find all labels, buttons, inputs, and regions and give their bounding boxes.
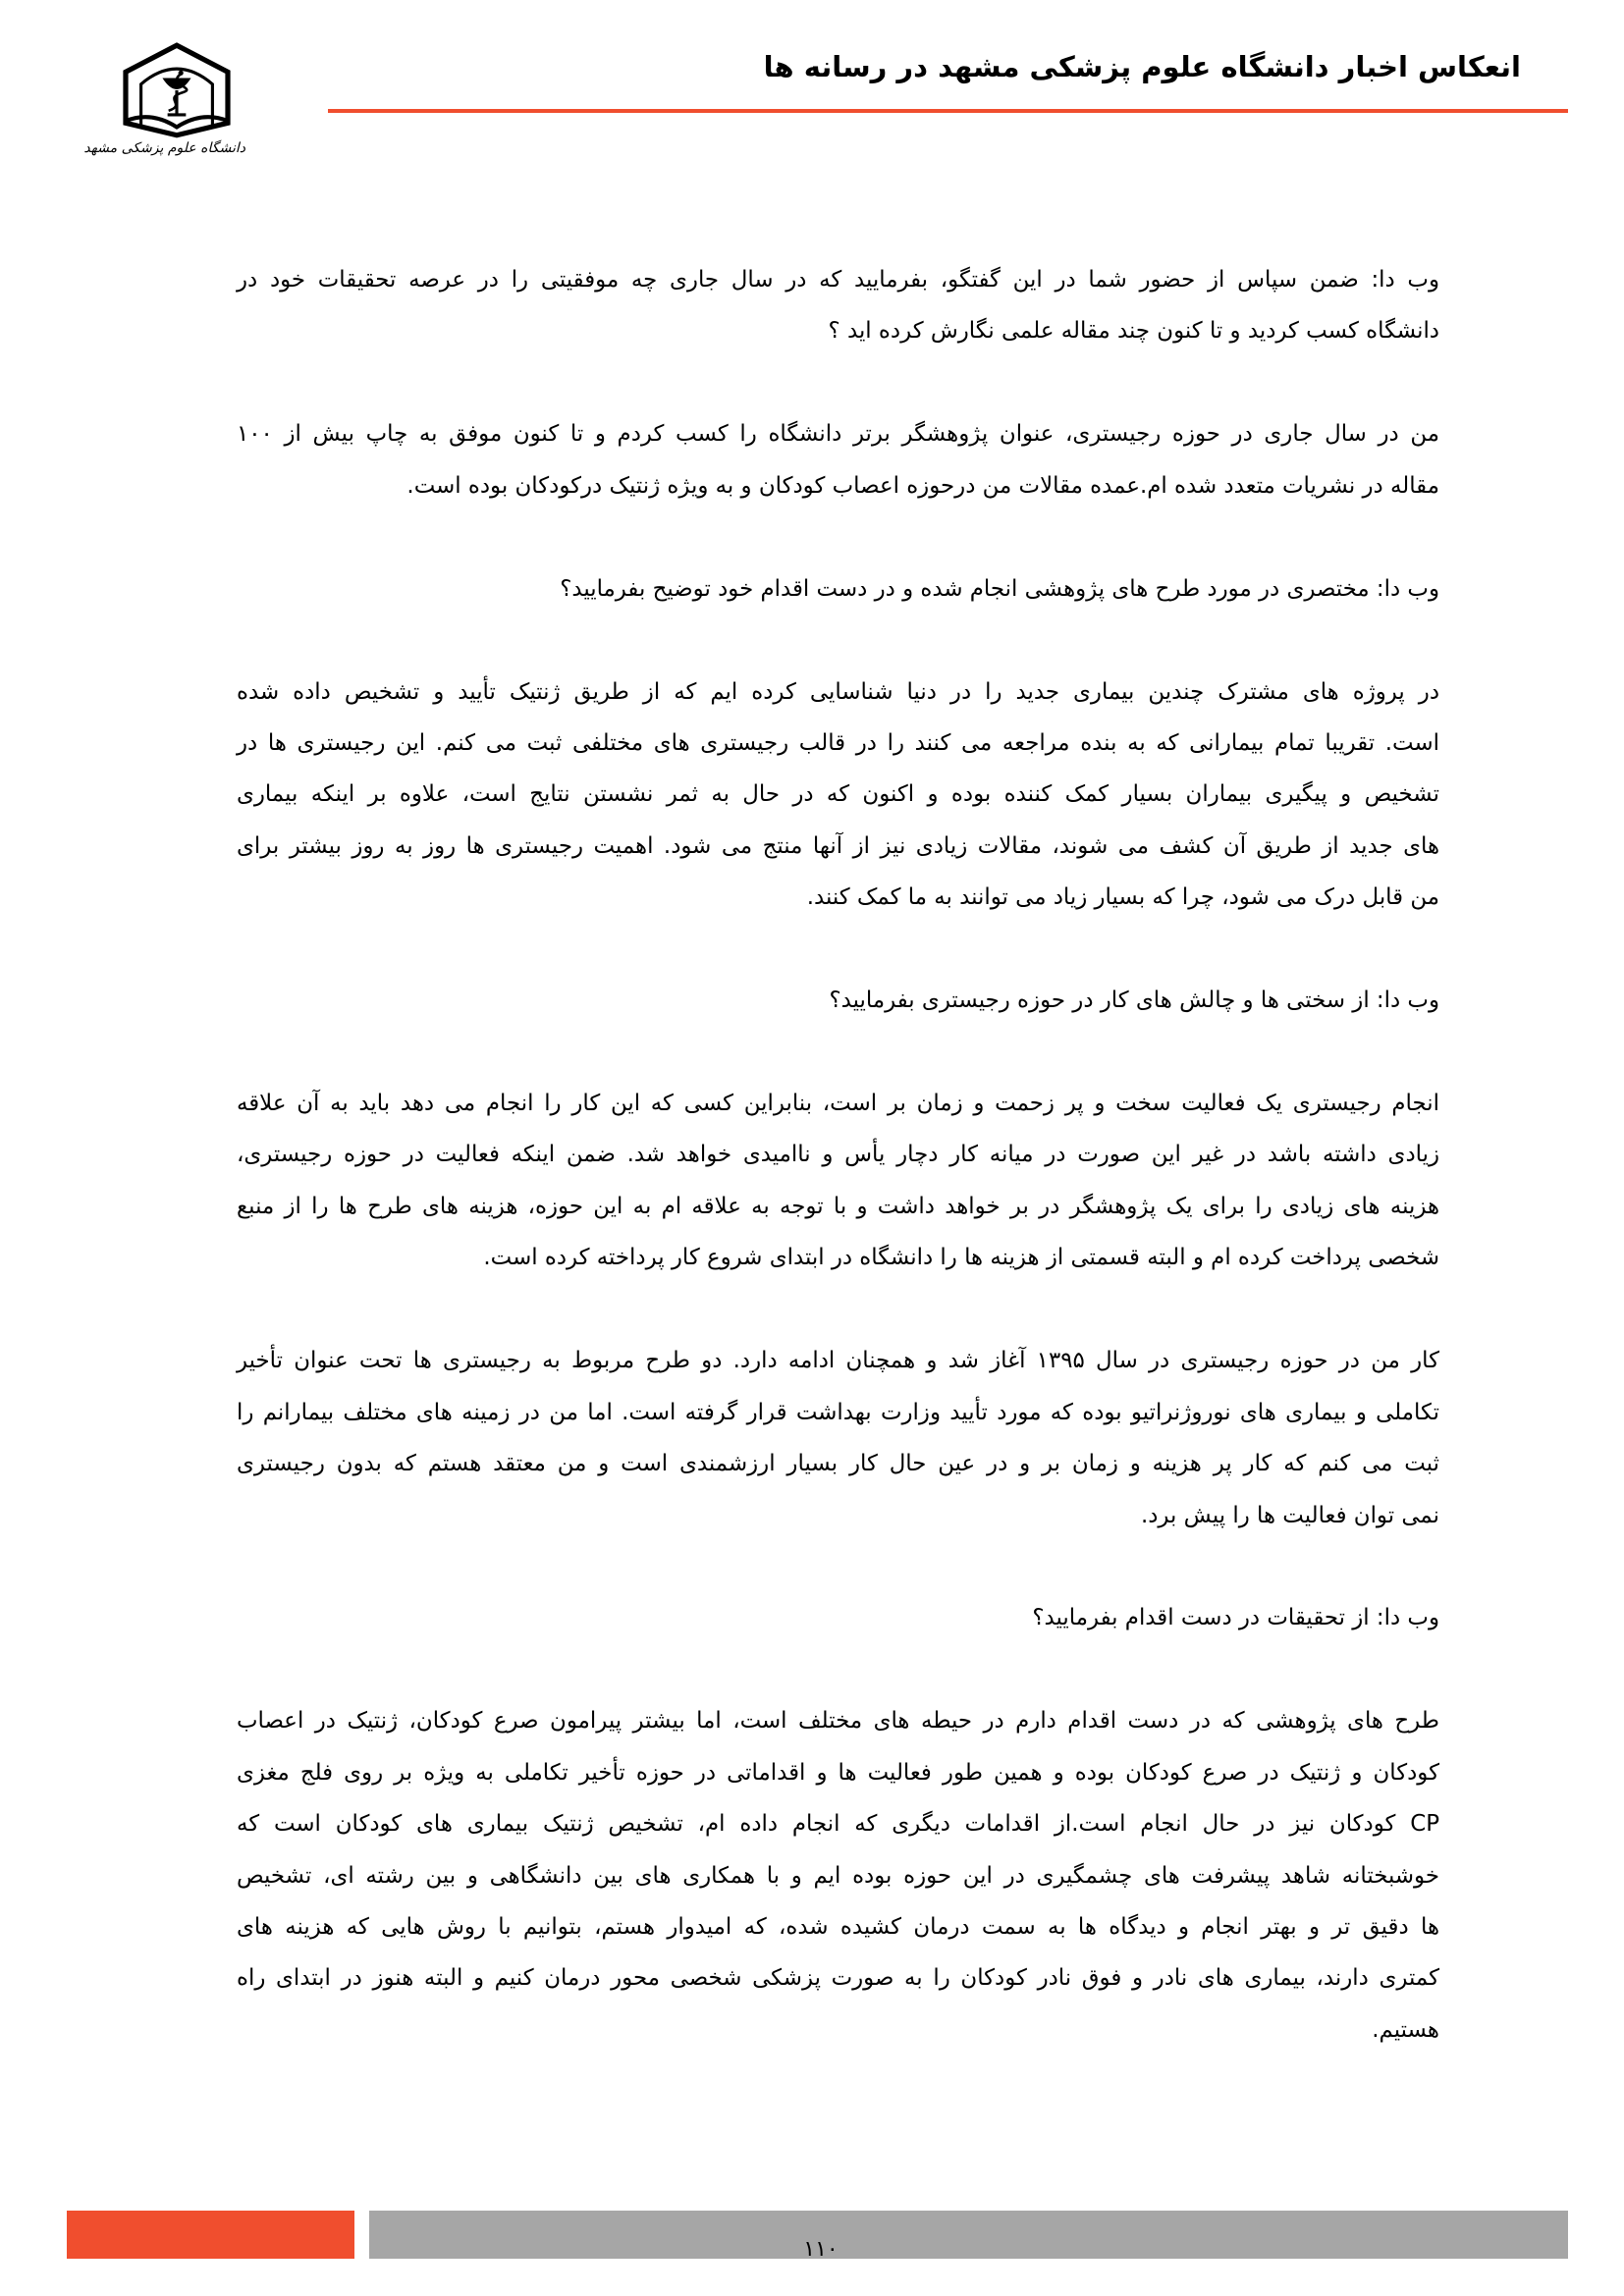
line-text: کمتری دارند، بیماری های نادر و فوق نادر کودکان را به صورت پزشکی شخصی محور درمان کنیم و البته هنوز در ابتدای راه: [237, 1965, 1439, 1992]
line-text: من در سال جاری در حوزه رجیستری، عنوان پژوهشگر برتر دانشگاه را کسب کردم و تا کنون موفق به چاپ بیش از ۱۰۰: [237, 421, 1439, 448]
line-text: وب دا: ضمن سپاس از حضور شما در این گفتگو، بفرمایید که در سال جاری چه موفقیتی را در عرصه تحقیقات خود در: [237, 267, 1439, 293]
logo-lettering: دانشگاه علوم پزشکی مشهد: [83, 140, 245, 156]
line-text: وب دا: مختصری در مورد طرح های پژوهشی انجام شده و در دست اقدام خود توضیح بفرمایید؟: [560, 575, 1439, 602]
question-paragraph: [237, 254, 1439, 357]
line-text: است. تقریبا تمام بیمارانی که به بنده مراجعه می کنند را در قالب رجیستری های مختلفی ثبت می کنم. این رجیستری ها در: [237, 729, 1439, 756]
text-line: [237, 563, 1439, 614]
line-text: مقاله در نشریات متعدد شده ام.عمده مقالات من درحوزه اعصاب کودکان و به ویژه ژنتیک درکودکان بوده است.: [406, 472, 1439, 499]
line-text: شخصی پرداخت کرده ام و البته قسمتی از هزینه ها را دانشگاه در ابتدای شروع کار پرداخته کرده است.: [483, 1245, 1439, 1271]
line-text: ثبت می کنم که کار پر هزینه و زمان بر و در عین حال کار بسیار ارزشمندی است و من معتقد هستم که بدون رجیستری: [237, 1451, 1439, 1477]
text-line: [237, 667, 1439, 718]
header-divider: [328, 109, 1568, 113]
line-text: های جدید از طریق آن کشف می شوند، مقالات زیادی نیز از آنها منتج می شود. اهمیت رجیستری ها روز به روز بیشتر برای: [237, 832, 1439, 859]
text-line: [237, 975, 1439, 1026]
page-number: ۱۱۰: [803, 2237, 839, 2262]
line-text: خوشبختانه شاهد پیشرفت های چشمگیری در این حوزه بوده ایم و با همکاری های بین دانشگاهی و بین رشته ای، تشخیص: [237, 1862, 1439, 1889]
question-paragraph: [237, 563, 1439, 614]
university-logo: [114, 39, 240, 141]
text-line: [237, 1232, 1439, 1283]
line-text: وب دا: از سختی ها و چالش های کار در حوزه رجیستری بفرمایید؟: [829, 988, 1439, 1014]
line-text: طرح های پژوهشی که در دست اقدام دارم در حیطه های مختلف است، اما بیشتر پیرامون صرع کودکان، ژنتیک در اعصاب: [237, 1708, 1439, 1735]
line-text: CP کودکان نیز در حال انجام است.از اقدامات دیگری که انجام داده ام، تشخیص ژنتیک بیماری های کودکان است که: [237, 1811, 1439, 1838]
text-line: [237, 1798, 1439, 1849]
answer-paragraph: [237, 1695, 1439, 2056]
text-line: [237, 1747, 1439, 1798]
answer-paragraph: [237, 408, 1439, 511]
line-text: کودکان و ژنتیک در صرع کودکان بوده و همین طور فعالیت ها و اقداماتی در حوزه تأخیر تکاملی به ویژه بر روی فلج مغزی: [237, 1759, 1439, 1786]
text-line: [237, 1078, 1439, 1129]
line-text: دانشگاه کسب کردید و تا کنون چند مقاله علمی نگارش کرده اید ؟: [828, 318, 1439, 345]
text-line: [237, 1592, 1439, 1643]
text-line: [237, 1335, 1439, 1386]
text-line: [237, 1952, 1439, 2003]
text-line: [237, 460, 1439, 511]
text-line: [237, 1901, 1439, 1952]
text-line: [237, 718, 1439, 769]
article-body: [237, 254, 1439, 2056]
university-emblem-icon: [114, 39, 240, 141]
text-line: [237, 408, 1439, 459]
line-text: ها دقیق تر و بهتر انجام و دیدگاه ها به سمت درمان کشیده شده، که امیدوار هستم، بتوانیم با روش هایی که هزینه های: [237, 1914, 1439, 1940]
line-text: تشخیص و پیگیری بیماران بسیار کمک کننده بوده و اکنون که در حال به ثمر نشستن نتایج است، علاوه بر اینکه بیماری: [237, 781, 1439, 808]
text-line: [237, 1181, 1439, 1232]
line-text: کار من در حوزه رجیستری در سال ۱۳۹۵ آغاز شد و همچنان ادامه دارد. دو طرح مربوط به رجیستری ها تحت عنوان تأخیر: [237, 1348, 1439, 1374]
line-text: وب دا: از تحقیقات در دست اقدام بفرمایید؟: [1032, 1605, 1439, 1631]
footer-gray-bar: [369, 2211, 1568, 2259]
text-line: [237, 1850, 1439, 1901]
text-line: [237, 1129, 1439, 1180]
text-line: [237, 821, 1439, 872]
answer-paragraph: [237, 1078, 1439, 1284]
question-paragraph: [237, 1592, 1439, 1643]
line-text: در پروژه های مشترک چندین بیماری جدید را در دنیا شناسایی کرده ایم که از طریق ژنتیک تأیید و تشخیص داده شده: [237, 678, 1439, 705]
line-text: من قابل درک می شود، چرا که بسیار زیاد می توانند به ما کمک کنند.: [806, 884, 1439, 911]
line-text: هستیم.: [1372, 2016, 1439, 2043]
text-line: [237, 1387, 1439, 1438]
answer-paragraph: [237, 1335, 1439, 1541]
text-line: [237, 305, 1439, 356]
text-line: [237, 1695, 1439, 1746]
text-line: [237, 1490, 1439, 1541]
line-text: هزینه های زیادی را برای یک پژوهشگر در بر خواهد داشت و با توجه به علاقه ام به این حوزه، هزینه های طرح ها را از منبع: [237, 1193, 1439, 1219]
question-paragraph: [237, 975, 1439, 1026]
text-line: [237, 1438, 1439, 1489]
line-text: زیادی داشته باشد در غیر این صورت در میانه کار دچار یأس و ناامیدی خواهد شد. ضمن اینکه فعالیت در حوزه رجیستری،: [237, 1142, 1439, 1168]
page-header-title: انعکاس اخبار دانشگاه علوم پزشکی مشهد در رسانه ها: [763, 50, 1521, 83]
text-line: [237, 769, 1439, 820]
line-text: نمی توان فعالیت ها را پیش برد.: [1140, 1502, 1439, 1528]
text-line: [237, 872, 1439, 923]
text-line: [237, 2004, 1439, 2056]
text-line: [237, 254, 1439, 305]
line-text: انجام رجیستری یک فعالیت سخت و پر زحمت و زمان بر است، بنابراین کسی که این کار را انجام می دهد باید به آن علاقه: [237, 1091, 1439, 1116]
answer-paragraph: [237, 667, 1439, 924]
footer-accent-bar: [67, 2211, 354, 2259]
line-text: تکاملی و بیماری های نوروژنراتیو بوده که مورد تأیید وزارت بهداشت قرار گرفته است. اما من در زمینه های مختلف بیمارانم را: [237, 1399, 1439, 1425]
